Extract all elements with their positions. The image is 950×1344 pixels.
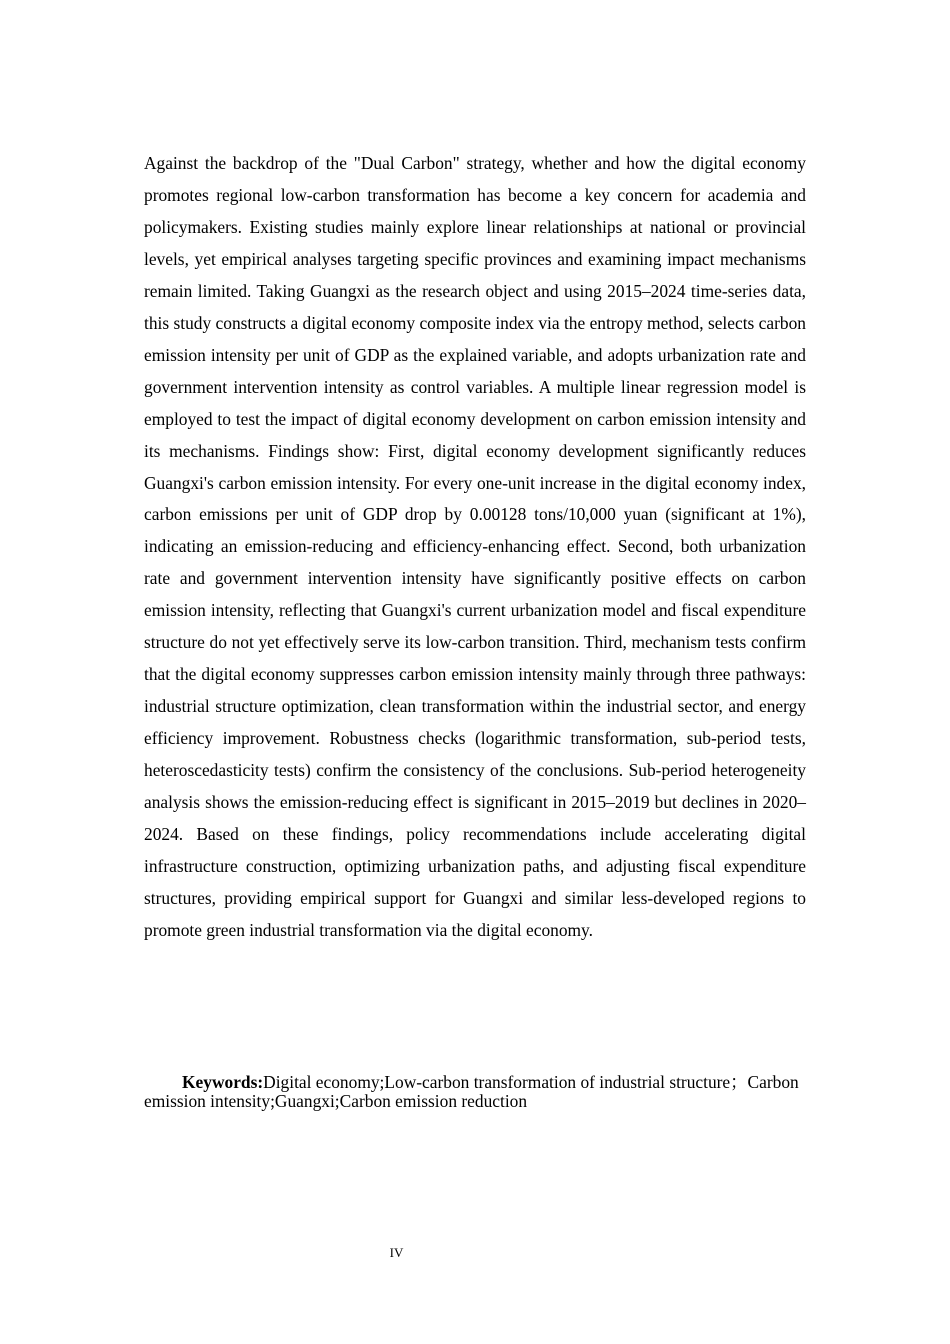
page-number: IV <box>389 1245 404 1260</box>
keywords-label: Keywords: <box>182 1072 264 1092</box>
keywords-text: Digital economy;Low-carbon transformation of industrial structure；Carbon emission intensity;Guangxi;Carbon emission reduction <box>144 1072 799 1111</box>
keywords-line <box>144 1073 806 1111</box>
abstract-paragraph: Against the backdrop of the "Dual Carbon" strategy, whether and how the digital economy promotes regional low-carbon transformation has become a key concern for academia and policymakers. Existing studies mainly explore linear relationships at national or provincial levels, yet empirical analyses targeting specific provinces and examining impact mechanisms remain limited. Taking Guangxi as the research object and using 2015–2024 time-series data, this study constructs a digital economy composite index via the entropy method, selects carbon emission intensity per unit of GDP as the explained variable, and adopts urbanization rate and government intervention intensity as control variables. A multiple linear regression model is employed to test the impact of digital economy development on carbon emission intensity and its mechanisms. Findings show: First, digital economy development significantly reduces Guangxi's carbon emission intensity. For every one-unit increase in the digital economy index, carbon emissions per unit of GDP drop by 0.00128 tons/10,000 yuan (significant at 1%), indicating an emission-reducing and efficiency-enhancing effect. Second, both urbanization rate and government intervention intensity have significantly positive effects on carbon emission intensity, reflecting that Guangxi's current urbanization model and fiscal expenditure structure do not yet effectively serve its low-carbon transition. Third, mechanism tests confirm that the digital economy suppresses carbon emission intensity mainly through three pathways: industrial structure optimization, clean transformation within the industrial sector, and energy efficiency improvement. Robustness checks (logarithmic transformation, sub-period tests, heteroscedasticity tests) confirm the consistency of the conclusions. Sub-period heterogeneity analysis shows the emission-reducing effect is significant in 2015–2019 but declines in 2020–2024. Based on these findings, policy recommendations include accelerating digital infrastructure construction, optimizing urbanization paths, and adjusting fiscal expenditure structures, providing empirical support for Guangxi and similar less-developed regions to promote green industrial transformation via the digital economy. <box>144 153 806 940</box>
